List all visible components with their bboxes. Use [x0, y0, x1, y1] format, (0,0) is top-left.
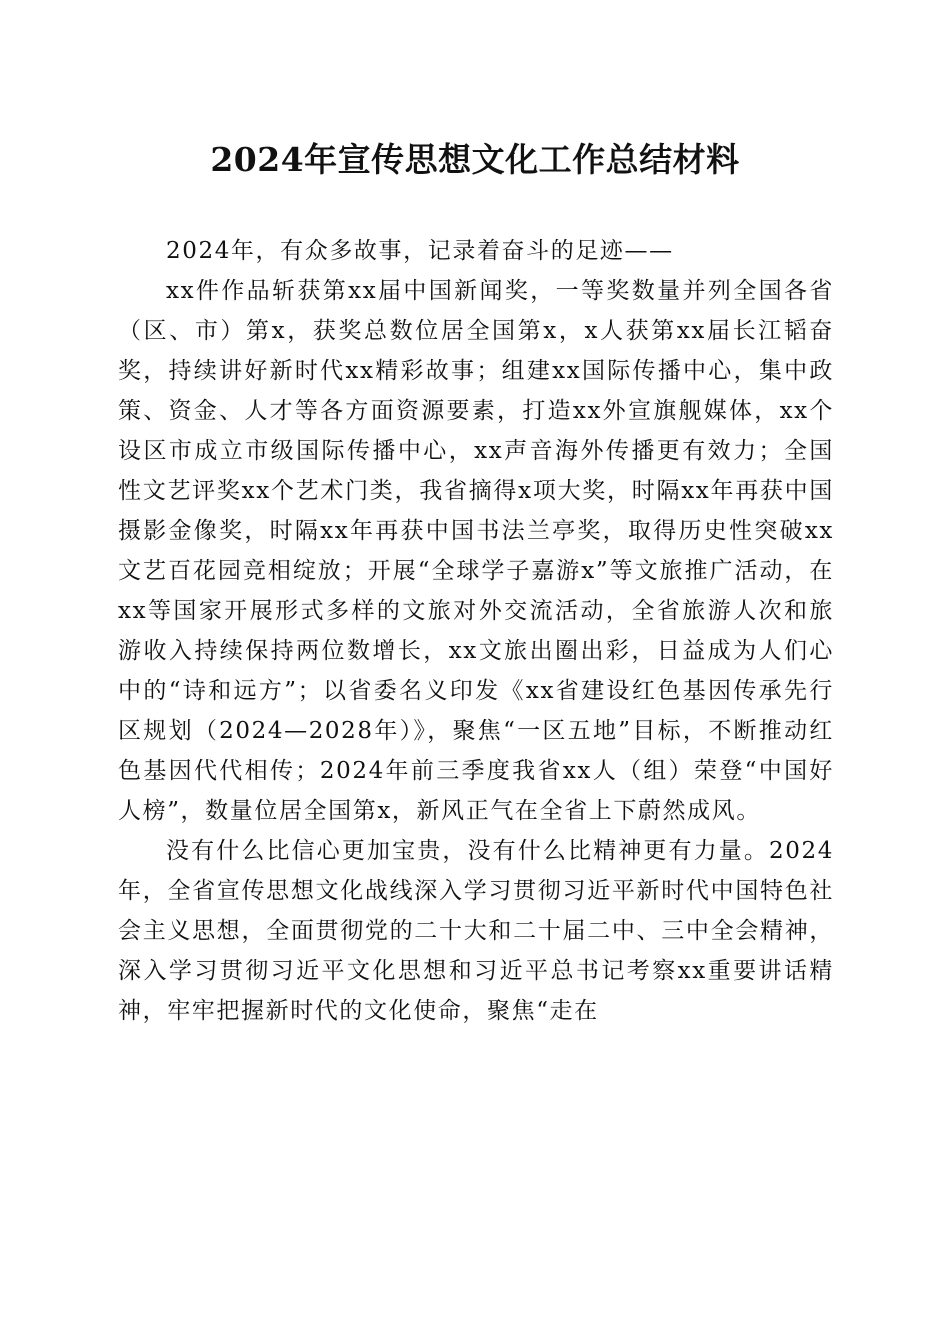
- document-body: [118, 231, 834, 1031]
- document-title: 2024年宣传思想文化工作总结材料: [210, 140, 740, 179]
- paragraph-summary: 没有什么比信心更加宝贵，没有什么比精神更有力量。2024年，全省宣传思想文化战线深入学习贯彻习近平新时代中国特色社会主义思想，全面贯彻党的二十大和二十届二中、三中全会精神，深入学习贯彻习近平文化思想和习近平总书记考察xx重要讲话精神，牢牢把握新时代的文化使命，聚焦“走在: [118, 838, 834, 1024]
- paragraph-intro: 2024年，有众多故事，记录着奋斗的足迹——: [166, 238, 674, 264]
- paragraph-achievements: xx件作品斩获第xx届中国新闻奖，一等奖数量并列全国各省（区、市）第x，获奖总数位居全国第x，x人获第xx届长江韬奋奖，持续讲好新时代xx精彩故事；组建xx国际传播中心，集中政策、资金、人才等各方面资源要素，打造xx外宣旗舰媒体，xx个设区市成立市级国际传播中心，xx声音海外传播更有效力；全国性文艺评奖xx个艺术门类，我省摘得x项大奖，时隔xx年再获中国摄影金像奖，时隔xx年再获中国书法兰亭奖，取得历史性突破xx文艺百花园竞相绽放；开展“全球学子嘉游x”等文旅推广活动，在xx等国家开展形式多样的文旅对外交流活动，全省旅游人次和旅游收入持续保持两位数增长，xx文旅出圈出彩，日益成为人们心中的“诗和远方”；以省委名义印发《xx省建设红色基因传承先行区规划（2024—2028年）》，聚焦“一区五地”目标，不断推动红色基因代代相传；2024年前三季度我省xx人（组）荣登“中国好人榜”，数量位居全国第x，新风正气在全省上下蔚然成风。: [118, 278, 834, 824]
